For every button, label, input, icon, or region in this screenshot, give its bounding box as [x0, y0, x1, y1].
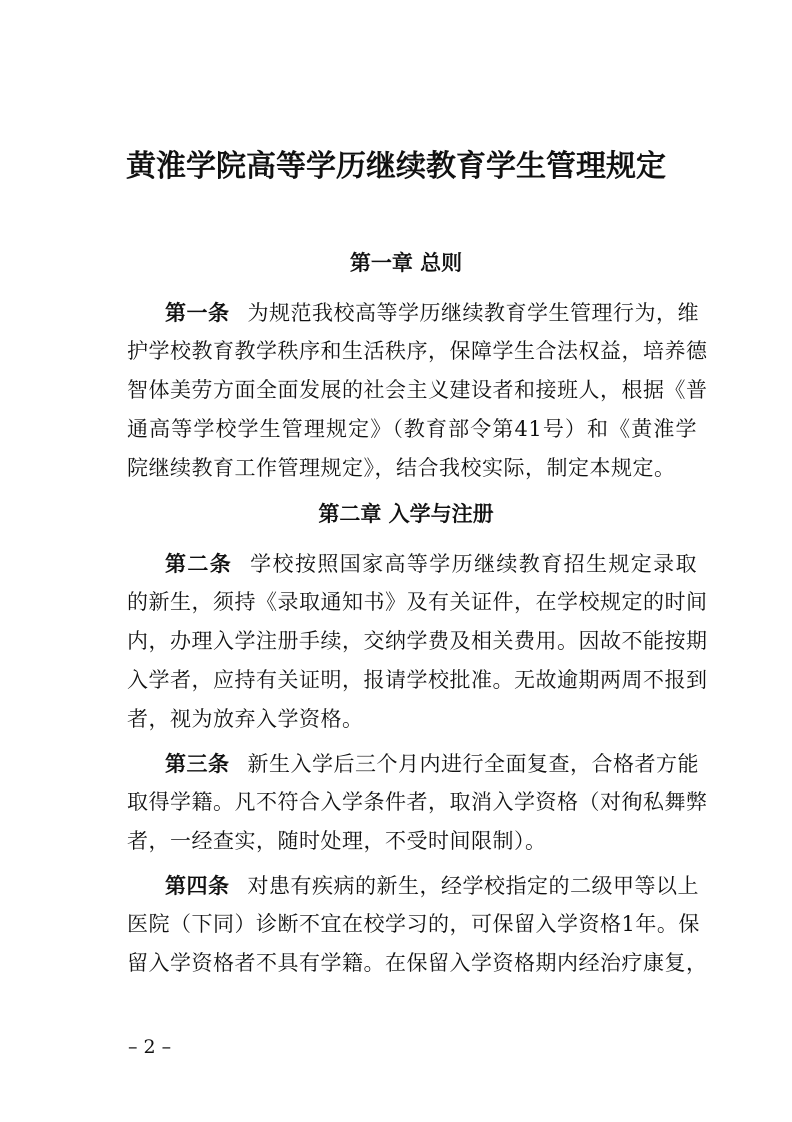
article-line: 者，一经查实，随时处理，不受时间限制）。 — [127, 829, 547, 853]
page-title: 黄淮学院高等学历继续教育学生管理规定 — [126, 149, 666, 184]
article-line: 者，视为放弃入学资格。 — [127, 707, 364, 731]
article-text: 对患有疾病的新生，经学校指定的二级甲等以上 — [247, 874, 699, 898]
article-line — [127, 293, 697, 332]
article-line: 护学校教育教学秩序和生活秩序，保障学生合法权益，培养德 — [127, 339, 708, 363]
article-line: 院继续教育工作管理规定》，结合我校实际，制定本规定。 — [127, 456, 676, 480]
article-label: 第一条 — [165, 300, 230, 325]
article-line — [127, 866, 697, 905]
article-line — [127, 544, 697, 583]
article-text: 为规范我校高等学历继续教育学生管理行为，维 — [247, 301, 699, 325]
article-label: 第二条 — [165, 551, 233, 576]
article-text: 学校按照国家高等学历继续教育招生规定录取 — [250, 552, 698, 576]
article-4-paragraph — [127, 866, 708, 983]
article-line: 通高等学校学生管理规定》（教育部令第41号）和《黄淮学 — [127, 417, 697, 441]
article-line: 医院（下同）诊断不宜在校学习的，可保留入学资格1年。保 — [127, 912, 700, 936]
article-3-paragraph — [127, 744, 708, 861]
article-label: 第三条 — [165, 751, 230, 776]
article-line: 留入学资格者不具有学籍。在保留入学资格期内经治疗康复， — [127, 951, 708, 975]
chapter-heading-admission: 第二章 入学与注册 — [318, 501, 494, 526]
article-1-paragraph — [127, 293, 708, 488]
article-line: 入学者，应持有关证明，报请学校批准。无故逾期两周不报到 — [127, 668, 708, 692]
article-line — [127, 744, 697, 783]
article-label: 第四条 — [165, 873, 230, 898]
article-line: 智体美劳方面全面发展的社会主义建设者和接班人，根据《普 — [127, 378, 708, 402]
page-number: – 2 – — [128, 1036, 172, 1058]
article-line: 的新生，须持《录取通知书》及有关证件，在学校规定的时间 — [127, 590, 708, 614]
chapter-heading-general: 第一章 总则 — [349, 250, 463, 275]
article-line: 取得学籍。凡不符合入学条件者，取消入学资格（对徇私舞弊 — [127, 790, 708, 814]
article-2-paragraph — [127, 544, 708, 739]
article-text: 新生入学后三个月内进行全面复查，合格者方能 — [247, 752, 699, 776]
article-line: 内，办理入学注册手续，交纳学费及相关费用。因故不能按期 — [127, 629, 708, 653]
